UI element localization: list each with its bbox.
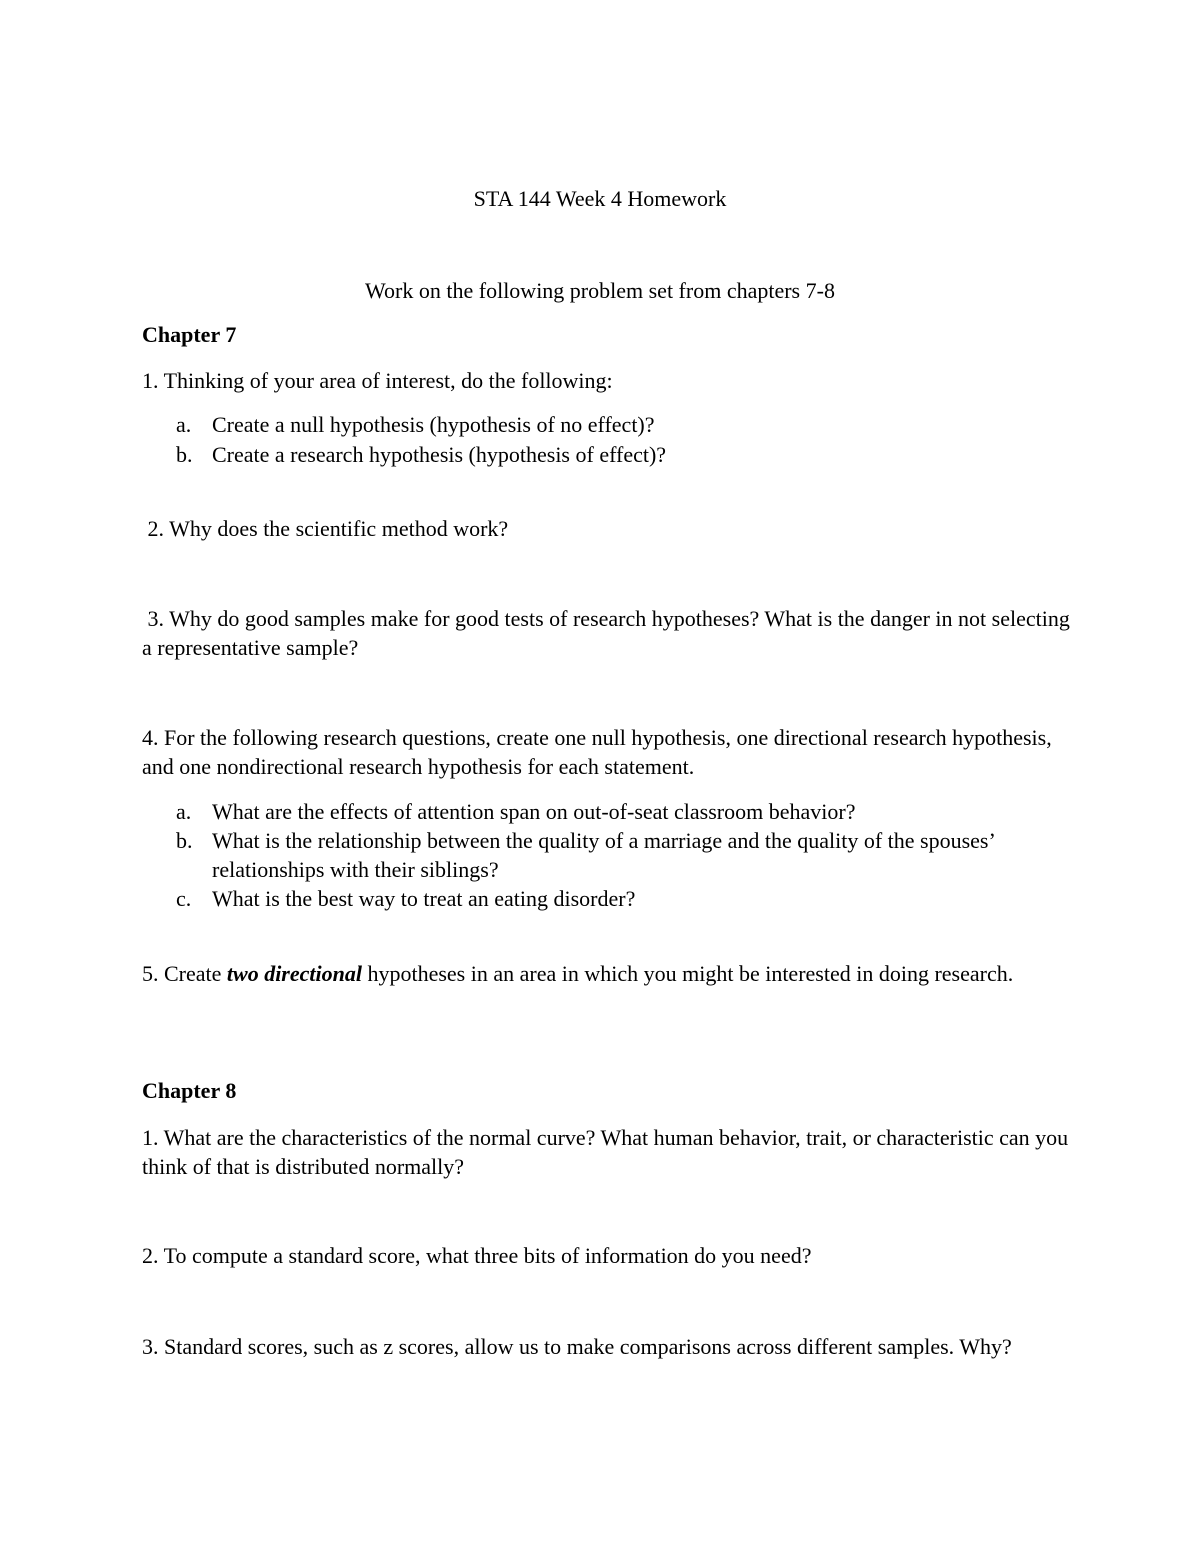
ch8-question-3: 3. Standard scores, such as z scores, allow us to make comparisons across different samples. Why? bbox=[142, 1334, 1012, 1359]
ch7-question-1a bbox=[176, 410, 1056, 439]
item-text: What is the best way to treat an eating disorder? bbox=[212, 886, 636, 911]
ch7-question-2: 2. Why does the scientific method work? bbox=[142, 516, 509, 541]
item-text: What is the relationship between the quality of a marriage and the quality of the spouses’ relationships with their siblings? bbox=[212, 828, 995, 882]
chapter-7-heading: Chapter 7 bbox=[142, 322, 237, 347]
item-text: Create a null hypothesis (hypothesis of no effect)? bbox=[212, 412, 655, 437]
ch7-question-4b bbox=[176, 826, 1056, 884]
chapter-8-heading: Chapter 8 bbox=[142, 1078, 237, 1103]
q5-prefix: 5. Create bbox=[142, 961, 227, 986]
item-label: a. bbox=[176, 799, 192, 824]
item-text: What are the effects of attention span on out-of-seat classroom behavior? bbox=[212, 799, 856, 824]
item-text: Create a research hypothesis (hypothesis of effect)? bbox=[212, 442, 667, 467]
ch7-question-3: 3. Why do good samples make for good tests of research hypotheses? What is the danger in not selecting a representative sample? bbox=[142, 606, 1076, 660]
ch7-question-4: 4. For the following research questions, create one null hypothesis, one directional research hypothesis, and one nondirectional research hypothesis for each statement. bbox=[142, 725, 1052, 779]
ch8-question-1: 1. What are the characteristics of the normal curve? What human behavior, trait, or characteristic can you think of that is distributed normally? bbox=[142, 1125, 1069, 1179]
ch7-question-1: 1. Thinking of your area of interest, do the following: bbox=[142, 368, 613, 393]
q5-suffix: hypotheses in an area in which you might be interested in doing research. bbox=[361, 961, 1014, 986]
document-title: STA 144 Week 4 Homework bbox=[473, 186, 727, 211]
ch8-question-2: 2. To compute a standard score, what three bits of information do you need? bbox=[142, 1243, 812, 1268]
ch7-question-1b bbox=[176, 440, 1056, 469]
item-label: a. bbox=[176, 412, 192, 437]
item-label: b. bbox=[176, 442, 193, 467]
item-label: b. bbox=[176, 828, 193, 853]
q5-emphasis: two directional bbox=[226, 961, 362, 986]
ch7-question-4a bbox=[176, 797, 1056, 826]
ch7-question-4c bbox=[176, 884, 1056, 913]
ch7-question-5 bbox=[142, 959, 1072, 988]
item-label: c. bbox=[176, 886, 192, 911]
document-subtitle: Work on the following problem set from chapters 7-8 bbox=[365, 278, 835, 303]
